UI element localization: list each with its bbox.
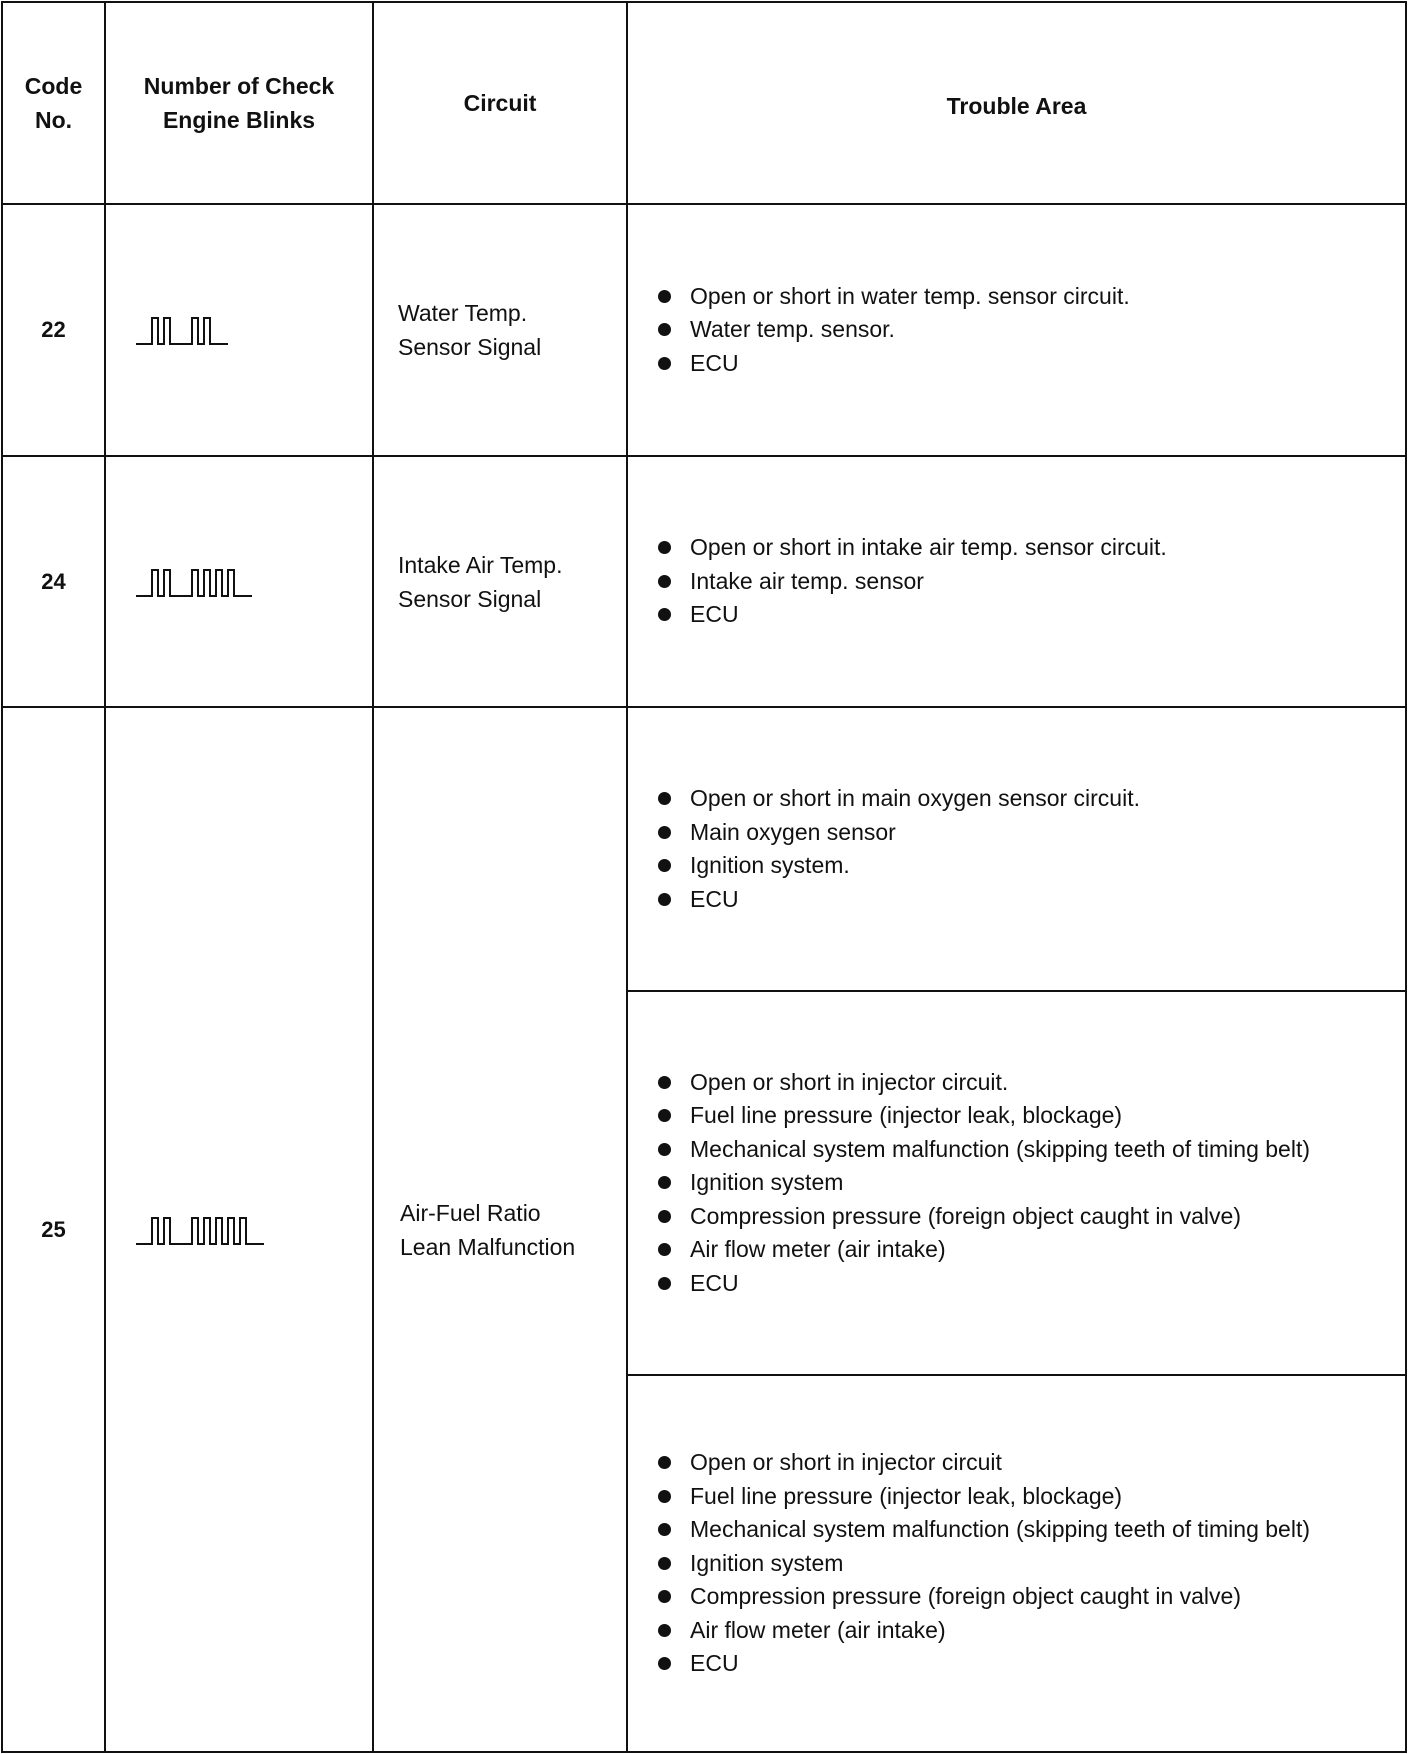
trouble-list bbox=[656, 1446, 1310, 1681]
trouble-item: Ignition system bbox=[656, 1166, 1310, 1200]
row-24-circuit bbox=[374, 457, 626, 706]
row-24-trouble-area bbox=[628, 457, 1405, 706]
trouble-item: Open or short in main oxygen sensor circuit. bbox=[656, 782, 1140, 816]
header-circuit bbox=[374, 3, 626, 203]
header-code-no bbox=[3, 3, 104, 203]
circuit-name: Intake Air Temp. Sensor Signal bbox=[398, 551, 563, 612]
trouble-item: Water temp. sensor. bbox=[656, 313, 1130, 347]
trouble-item: ECU bbox=[656, 347, 1130, 381]
trouble-item: Open or short in water temp. sensor circuit. bbox=[656, 280, 1130, 314]
header-trouble-area bbox=[628, 3, 1405, 209]
row-22-circuit bbox=[374, 205, 626, 455]
blink-pattern-icon bbox=[134, 1210, 372, 1250]
trouble-item: Ignition system bbox=[656, 1547, 1310, 1581]
blink-waveform bbox=[136, 570, 252, 596]
trouble-list bbox=[656, 531, 1167, 632]
trouble-item: Ignition system. bbox=[656, 849, 1140, 883]
circuit-name: Water Temp. Sensor Signal bbox=[398, 300, 542, 360]
row-24-code bbox=[3, 457, 104, 706]
trouble-item: Mechanical system malfunction (skipping teeth of timing belt) bbox=[656, 1133, 1310, 1167]
trouble-item: ECU bbox=[656, 1647, 1310, 1681]
trouble-item: ECU bbox=[656, 598, 1167, 632]
circuit-name: Air-Fuel Ratio Lean Malfunction bbox=[400, 1199, 576, 1260]
code-number: 25 bbox=[41, 1216, 66, 1242]
table-border-right bbox=[1405, 1, 1407, 1753]
row-22-trouble-area bbox=[628, 205, 1405, 455]
trouble-item: Mechanical system malfunction (skipping teeth of timing belt) bbox=[656, 1513, 1310, 1547]
trouble-item: Fuel line pressure (injector leak, blockage) bbox=[656, 1099, 1310, 1133]
trouble-item: Fuel line pressure (injector leak, blockage) bbox=[656, 1480, 1310, 1514]
trouble-item: ECU bbox=[656, 883, 1140, 917]
trouble-item: Air flow meter (air intake) bbox=[656, 1233, 1310, 1267]
trouble-list bbox=[656, 280, 1130, 381]
row-25-circuit bbox=[374, 708, 626, 1751]
table-border-bottom bbox=[1, 1751, 1407, 1753]
trouble-item: ECU bbox=[656, 1267, 1310, 1301]
code-number: 22 bbox=[41, 317, 66, 342]
header-code-no-label: Code No. bbox=[24, 73, 83, 133]
trouble-item: Compression pressure (foreign object caught in valve) bbox=[656, 1580, 1310, 1614]
code-number: 24 bbox=[41, 568, 66, 594]
trouble-item: Air flow meter (air intake) bbox=[656, 1614, 1310, 1648]
row-25-trouble-area-1 bbox=[628, 708, 1405, 990]
trouble-item: Intake air temp. sensor bbox=[656, 565, 1167, 599]
trouble-item: Open or short in injector circuit bbox=[656, 1446, 1310, 1480]
blink-waveform bbox=[136, 1218, 264, 1244]
trouble-item: Compression pressure (foreign object caught in valve) bbox=[656, 1200, 1310, 1234]
row-24-blinks bbox=[106, 457, 372, 706]
blink-waveform bbox=[136, 318, 228, 344]
row-25-code bbox=[3, 708, 104, 1751]
row-25-blinks bbox=[106, 708, 372, 1751]
header-blinks bbox=[106, 3, 372, 203]
trouble-item: Open or short in injector circuit. bbox=[656, 1066, 1310, 1100]
trouble-item: Open or short in intake air temp. sensor circuit. bbox=[656, 531, 1167, 565]
header-circuit-label: Circuit bbox=[463, 90, 537, 116]
blink-pattern-icon bbox=[134, 562, 364, 602]
header-trouble-area-label: Trouble Area bbox=[946, 93, 1087, 119]
header-blinks-label: Number of Check Engine Blinks bbox=[143, 73, 335, 133]
row-25-trouble-area-3 bbox=[628, 1376, 1405, 1751]
trouble-list bbox=[656, 782, 1140, 916]
row-25-trouble-area-2 bbox=[628, 992, 1405, 1374]
blink-pattern-icon bbox=[134, 310, 334, 350]
trouble-list bbox=[656, 1066, 1310, 1301]
trouble-item: Main oxygen sensor bbox=[656, 816, 1140, 850]
row-22-code bbox=[3, 205, 104, 455]
row-22-blinks bbox=[106, 205, 372, 455]
